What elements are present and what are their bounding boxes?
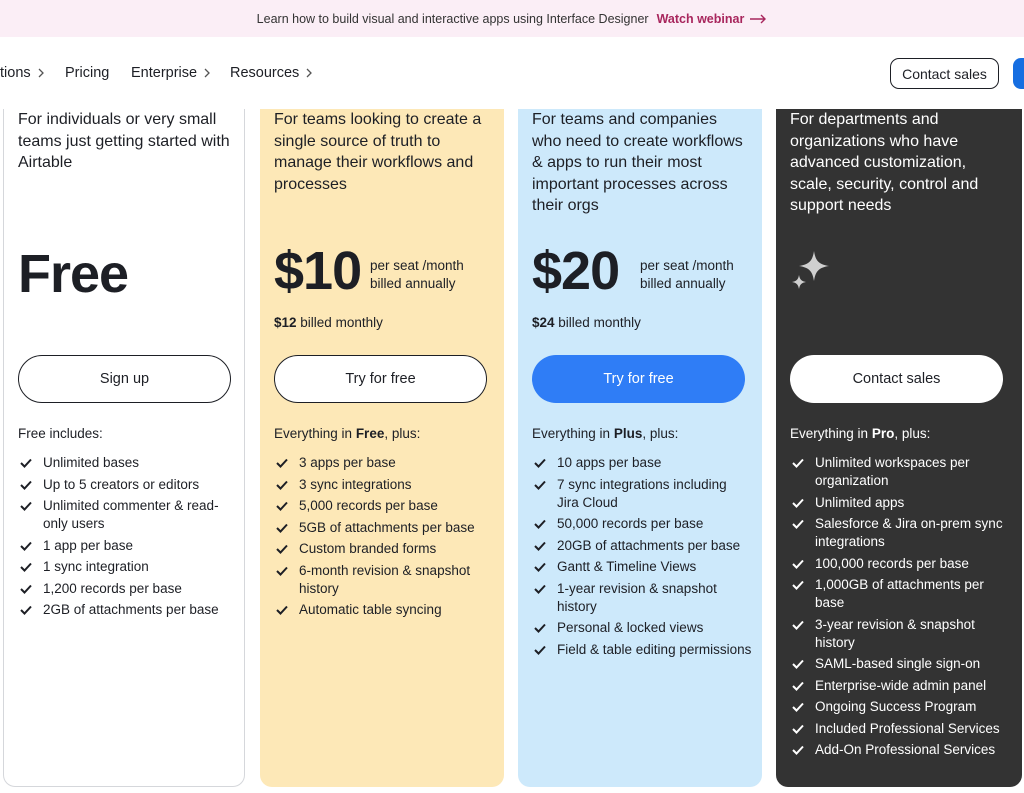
list-item xyxy=(790,494,1010,512)
check-icon xyxy=(276,480,288,490)
arrow-right-icon xyxy=(749,14,767,24)
list-item xyxy=(790,555,1010,573)
feature-text: Unlimited apps xyxy=(815,494,905,510)
check-icon xyxy=(792,659,804,669)
feature-text: 2GB of attachments per base xyxy=(43,602,219,617)
try-for-free-button[interactable]: Try for free xyxy=(274,355,487,403)
feature-text: Personal & locked views xyxy=(557,620,704,635)
list-item xyxy=(790,655,1010,673)
top-navigation xyxy=(0,37,1024,109)
monthly-suffix: billed monthly xyxy=(300,315,383,330)
includes-suffix: , plus: xyxy=(384,426,421,441)
nav-item-pricing[interactable] xyxy=(65,65,109,81)
feature-text: Unlimited bases xyxy=(43,455,140,470)
feature-text: Unlimited workspaces per organization xyxy=(815,455,970,488)
includes-heading xyxy=(790,426,930,441)
check-icon xyxy=(792,745,804,755)
feature-text: 7 sync integrations including Jira Cloud xyxy=(557,476,727,510)
check-icon xyxy=(276,605,288,615)
price-unit xyxy=(640,257,734,293)
banner-text: Learn how to build visual and interactive apps using Interface Designer xyxy=(256,11,649,26)
price-unit-line: per seat /month xyxy=(370,258,464,273)
check-icon xyxy=(792,498,804,508)
contact-sales-button[interactable]: Contact sales xyxy=(790,355,1003,403)
includes-suffix: , plus: xyxy=(642,426,679,441)
feature-text: 3-year revision & snapshot history xyxy=(815,616,975,650)
nav-item-resources[interactable] xyxy=(230,65,312,81)
check-icon xyxy=(20,541,32,551)
check-icon xyxy=(534,645,546,655)
check-icon xyxy=(276,523,288,533)
check-icon xyxy=(534,562,546,572)
list-item xyxy=(790,698,1010,716)
feature-text: 5,000 records per base xyxy=(299,498,438,513)
plan-description: For teams looking to create a single source of truth to manage their workflows and processes xyxy=(274,111,482,193)
list-item xyxy=(18,476,238,494)
feature-text: 6-month revision & snapshot history xyxy=(299,562,471,596)
feature-text: 10 apps per base xyxy=(557,455,662,470)
check-icon xyxy=(534,623,546,633)
feature-text: 1,200 records per base xyxy=(43,580,182,596)
includes-prefix: Everything in xyxy=(274,426,353,441)
feature-text: Unlimited commenter & read-only users xyxy=(43,498,219,531)
feature-text: 3 apps per base xyxy=(299,455,396,470)
price-unit-line: billed annually xyxy=(640,276,726,291)
feature-text: 50,000 records per base xyxy=(557,516,704,531)
plan-description: For departments and organizations who have advanced customization, scale, security, control and support needs xyxy=(790,111,979,214)
plan-price: $10 xyxy=(274,241,362,301)
list-item xyxy=(274,519,494,537)
monthly-price xyxy=(532,315,641,330)
monthly-price xyxy=(274,315,383,330)
plan-price: Free xyxy=(18,244,129,304)
feature-text: Automatic table syncing xyxy=(299,602,442,617)
list-item xyxy=(532,515,752,533)
check-icon xyxy=(792,519,804,529)
list-item xyxy=(274,497,494,515)
check-icon xyxy=(20,605,32,615)
list-item xyxy=(532,580,752,616)
list-item xyxy=(532,558,752,576)
feature-text: 1 sync integration xyxy=(43,559,149,574)
list-item xyxy=(18,558,238,576)
plan-card-free xyxy=(3,109,245,787)
feature-text: Up to 5 creators or editors xyxy=(43,476,200,492)
check-icon xyxy=(534,480,546,490)
list-item xyxy=(18,454,238,472)
list-item xyxy=(532,537,752,555)
nav-item-label: Enterprise xyxy=(131,65,198,81)
check-icon xyxy=(792,620,804,630)
price-unit-line: billed annually xyxy=(370,276,456,291)
price-unit-line: per seat /month xyxy=(640,258,734,273)
feature-text: 100,000 records per base xyxy=(815,555,969,571)
contact-sales-button[interactable]: Contact sales xyxy=(890,58,999,89)
check-icon xyxy=(20,584,32,594)
list-item xyxy=(790,741,1010,759)
list-item xyxy=(18,580,238,598)
plan-description: For individuals or very small teams just getting started with Airtable xyxy=(18,111,230,171)
includes-heading xyxy=(532,426,678,441)
includes-plan: Plus xyxy=(613,426,643,441)
feature-text: Gantt & Timeline Views xyxy=(557,559,697,574)
feature-text: Salesforce & Jira on-prem sync integrations xyxy=(815,516,1003,549)
sign-up-button[interactable] xyxy=(1013,58,1024,89)
check-icon xyxy=(276,501,288,511)
includes-plan: Pro xyxy=(871,426,895,441)
feature-list xyxy=(790,454,1010,763)
check-icon xyxy=(20,562,32,572)
chevron-right-icon xyxy=(38,68,44,78)
check-icon xyxy=(20,501,32,511)
list-item xyxy=(274,601,494,619)
includes-heading xyxy=(274,426,420,441)
list-item xyxy=(790,677,1010,695)
nav-item-label: Resources xyxy=(230,65,300,81)
plan-price: $20 xyxy=(532,241,620,301)
feature-text: SAML-based single sign-on xyxy=(815,656,981,671)
watch-webinar-label: Watch webinar xyxy=(656,11,745,26)
list-item xyxy=(274,562,494,598)
check-icon xyxy=(792,681,804,691)
list-item xyxy=(532,641,752,659)
plan-card-business xyxy=(518,109,762,787)
check-icon xyxy=(534,519,546,529)
includes-prefix: Everything in xyxy=(532,426,611,441)
list-item xyxy=(790,616,1010,652)
list-item xyxy=(18,537,238,555)
nav-item-label: tions xyxy=(0,65,31,81)
announcement-banner xyxy=(0,0,1024,37)
chevron-right-icon xyxy=(204,68,210,78)
feature-text: 3 sync integrations xyxy=(299,476,412,492)
includes-prefix: Everything in xyxy=(790,426,869,441)
feature-list xyxy=(274,454,494,623)
nav-item-solutions[interactable] xyxy=(0,65,44,81)
plan-card-enterprise xyxy=(776,109,1022,787)
check-icon xyxy=(534,584,546,594)
list-item xyxy=(18,601,238,619)
feature-list xyxy=(18,454,238,623)
list-item xyxy=(274,476,494,494)
includes-heading: Free includes: xyxy=(18,426,103,441)
includes-suffix: , plus: xyxy=(894,426,931,441)
plan-description: For teams and companies who need to create workflows & apps to run their most important processes across their orgs xyxy=(532,111,743,214)
feature-text: 1 app per base xyxy=(43,537,134,553)
sparkle-icon xyxy=(790,249,832,291)
list-item xyxy=(790,515,1010,551)
feature-text: 1-year revision & snapshot history xyxy=(557,580,717,614)
list-item xyxy=(18,497,238,533)
feature-text: 1,000GB of attachments per base xyxy=(815,577,984,610)
monthly-amount: $12 xyxy=(274,315,297,330)
list-item xyxy=(274,540,494,558)
list-item xyxy=(532,454,752,472)
check-icon xyxy=(792,458,804,468)
feature-text: Enterprise-wide admin panel xyxy=(815,677,987,693)
check-icon xyxy=(792,580,804,590)
plan-card-team xyxy=(260,109,504,787)
check-icon xyxy=(276,544,288,554)
check-icon xyxy=(534,541,546,551)
list-item xyxy=(790,454,1010,490)
includes-plan: Free xyxy=(355,426,385,441)
list-item xyxy=(790,576,1010,612)
feature-list xyxy=(532,454,752,662)
list-item xyxy=(532,476,752,512)
feature-text: Included Professional Services xyxy=(815,720,1000,736)
sign-up-button[interactable]: Sign up xyxy=(18,355,231,403)
monthly-suffix: billed monthly xyxy=(558,315,641,330)
price-unit xyxy=(370,257,464,293)
check-icon xyxy=(792,702,804,712)
nav-item-enterprise[interactable] xyxy=(131,65,210,81)
check-icon xyxy=(276,458,288,468)
feature-text: 20GB of attachments per base xyxy=(557,537,741,553)
check-icon xyxy=(534,458,546,468)
check-icon xyxy=(792,559,804,569)
feature-text: Custom branded forms xyxy=(299,541,437,556)
nav-item-label: Pricing xyxy=(65,65,110,81)
monthly-amount: $24 xyxy=(532,315,555,330)
feature-text: Field & table editing permissions xyxy=(557,641,752,657)
list-item xyxy=(532,619,752,637)
check-icon xyxy=(276,566,288,576)
watch-webinar-link[interactable] xyxy=(657,12,768,26)
list-item xyxy=(790,720,1010,738)
feature-text: Ongoing Success Program xyxy=(815,699,977,714)
check-icon xyxy=(20,480,32,490)
feature-text: 5GB of attachments per base xyxy=(299,519,475,535)
feature-text: Add-On Professional Services xyxy=(815,742,996,757)
try-for-free-button[interactable]: Try for free xyxy=(532,355,745,403)
chevron-right-icon xyxy=(306,68,312,78)
check-icon xyxy=(20,458,32,468)
list-item xyxy=(274,454,494,472)
check-icon xyxy=(792,724,804,734)
